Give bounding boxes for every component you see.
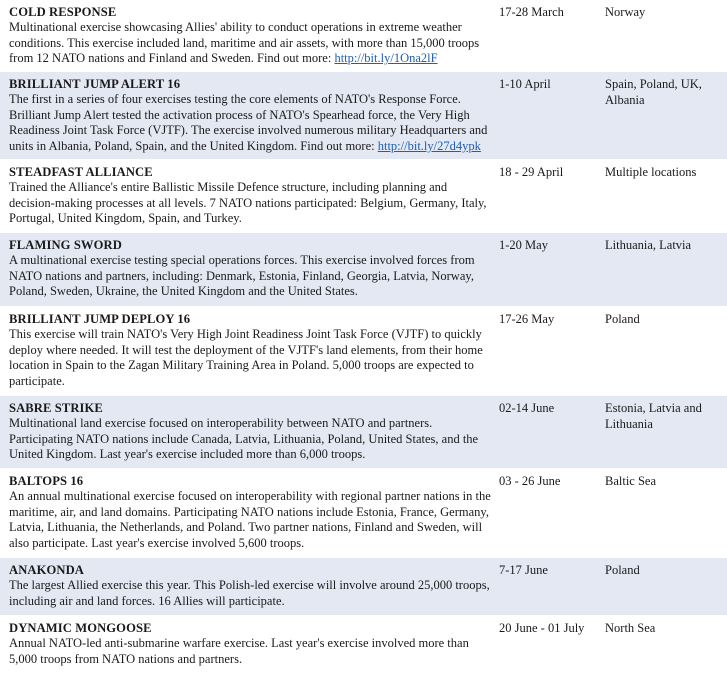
find-out-more-link[interactable]: http://bit.ly/1Ona2lF [334, 51, 438, 66]
exercise-dates: 18 - 29 April [499, 165, 564, 179]
exercise-row-anakonda [0, 558, 727, 616]
exercise-row-brilliant-jump-alert [0, 72, 727, 160]
exercise-description-cell [0, 558, 499, 615]
exercise-title: BALTOPS 16 [9, 474, 84, 488]
exercise-description: Annual NATO-led anti-submarine warfare exercise. Last year's exercise involved more than 5,000 troops from NATO nations and partners. [9, 636, 469, 666]
exercise-dates: 1-10 April [499, 77, 551, 91]
exercise-description-cell [0, 160, 499, 232]
exercise-dates: 7-17 June [499, 563, 548, 577]
exercise-description-cell [0, 233, 499, 306]
exercise-dates: 17-26 May [499, 312, 555, 326]
exercise-location: Norway [605, 5, 646, 19]
exercise-title: DYNAMIC MONGOOSE [9, 621, 152, 635]
find-out-more-link[interactable]: http://bit.ly/27d4ypk [377, 138, 481, 153]
exercise-title: FLAMING SWORD [9, 238, 122, 252]
exercise-dates: 20 June - 01 July [499, 621, 585, 635]
exercise-title: SABRE STRIKE [9, 401, 103, 415]
exercise-description: Multinational land exercise focused on interoperability between NATO and partners. Participating NATO nations include Canada, Latvia, Lithuania, Poland, United States, and the United Kingdom. Last year's exercise included more than 6,000 troops. [9, 416, 479, 462]
exercise-location: Lithuania, Latvia [605, 238, 692, 252]
exercise-description: A multinational exercise testing special operations forces. This exercise involved forces from NATO nations and partners, including: Denmark, Estonia, Finland, Georgia, Latvia, Norway, Poland, Sweden, Ukraine, the United Kingdom and the United States. [9, 253, 475, 299]
exercise-description-cell [0, 396, 499, 468]
exercise-row-brilliant-jump-deploy [0, 307, 727, 396]
exercise-location: Spain, Poland, UK, Albania [605, 77, 702, 107]
exercise-description-cell [0, 616, 499, 676]
exercise-row-baltops [0, 469, 727, 558]
exercise-title: STEADFAST ALLIANCE [9, 165, 153, 179]
exercise-location: North Sea [605, 621, 656, 635]
exercise-description: This exercise will train NATO's Very High Joint Readiness Joint Task Force (VJTF) to quickly deploy where needed. It will test the deployment of the VJTF's land elements, from their home location in Spain to the Zagan Military Training Area in Poland. 5,000 troops are expected to participate. [9, 327, 483, 388]
exercise-title: COLD RESPONSE [9, 5, 117, 19]
exercise-location: Estonia, Latvia and Lithuania [605, 401, 702, 431]
exercise-description: Multinational exercise showcasing Allies' ability to conduct operations in extreme weather conditions. This exercise included land, maritime and air assets, with more than 15,000 troops from 12 NATO nations and Finland and Sweden. Find out more: http://bit.ly/1Ona2lF [9, 20, 480, 66]
exercise-location: Multiple locations [605, 165, 697, 179]
exercise-description: The first in a series of four exercises testing the core elements of NATO's Response Force. Brilliant Jump Alert tested the activation process of NATO's Spearhead force, the Very High Readiness Joint Task Force (VJTF). The exercise involved numerous military Headquarters and units in Albania, Poland, Spain, and the United Kingdom. Find out more: http://bit.ly/27d4ypk [9, 92, 488, 153]
exercise-row-cold-response [0, 0, 727, 72]
exercise-dates: 03 - 26 June [499, 474, 561, 488]
exercise-description: An annual multinational exercise focused on interoperability with regional partner nations in the maritime, air, and land domains. Participating NATO nations include Estonia, France, Germany, Latvia, Lithuania, the Netherlands, and Poland. Two partner nations, Finland and Sweden, will also participate. Last year's exercise involved 5,600 troops. [9, 489, 491, 550]
exercise-description-cell [0, 469, 499, 557]
exercise-description-cell [0, 307, 499, 395]
exercise-title: BRILLIANT JUMP DEPLOY 16 [9, 312, 191, 326]
exercise-row-flaming-sword [0, 233, 727, 307]
exercise-row-steadfast-alliance [0, 160, 727, 233]
exercise-location: Poland [605, 563, 640, 577]
exercise-description-cell [0, 72, 499, 159]
exercise-description-cell [0, 0, 499, 71]
exercise-description: The largest Allied exercise this year. This Polish-led exercise will involve around 25,000 troops, including air and land forces. 16 Allies will participate. [9, 578, 490, 608]
exercise-location: Poland [605, 312, 640, 326]
exercise-title: ANAKONDA [9, 563, 84, 577]
exercise-row-sabre-strike [0, 396, 727, 469]
exercise-dates: 02-14 June [499, 401, 555, 415]
exercise-dates: 1-20 May [499, 238, 548, 252]
exercise-title: BRILLIANT JUMP ALERT 16 [9, 77, 181, 91]
exercise-row-dynamic-mongoose [0, 616, 727, 677]
exercise-location: Baltic Sea [605, 474, 657, 488]
exercise-description: Trained the Alliance's entire Ballistic Missile Defence structure, including planning and decision-making processes at all levels. 7 NATO nations participated: Belgium, Germany, Italy, Portugal, United Kingdom, Spain, and Turkey. [9, 180, 487, 226]
exercise-dates: 17-28 March [499, 5, 564, 19]
